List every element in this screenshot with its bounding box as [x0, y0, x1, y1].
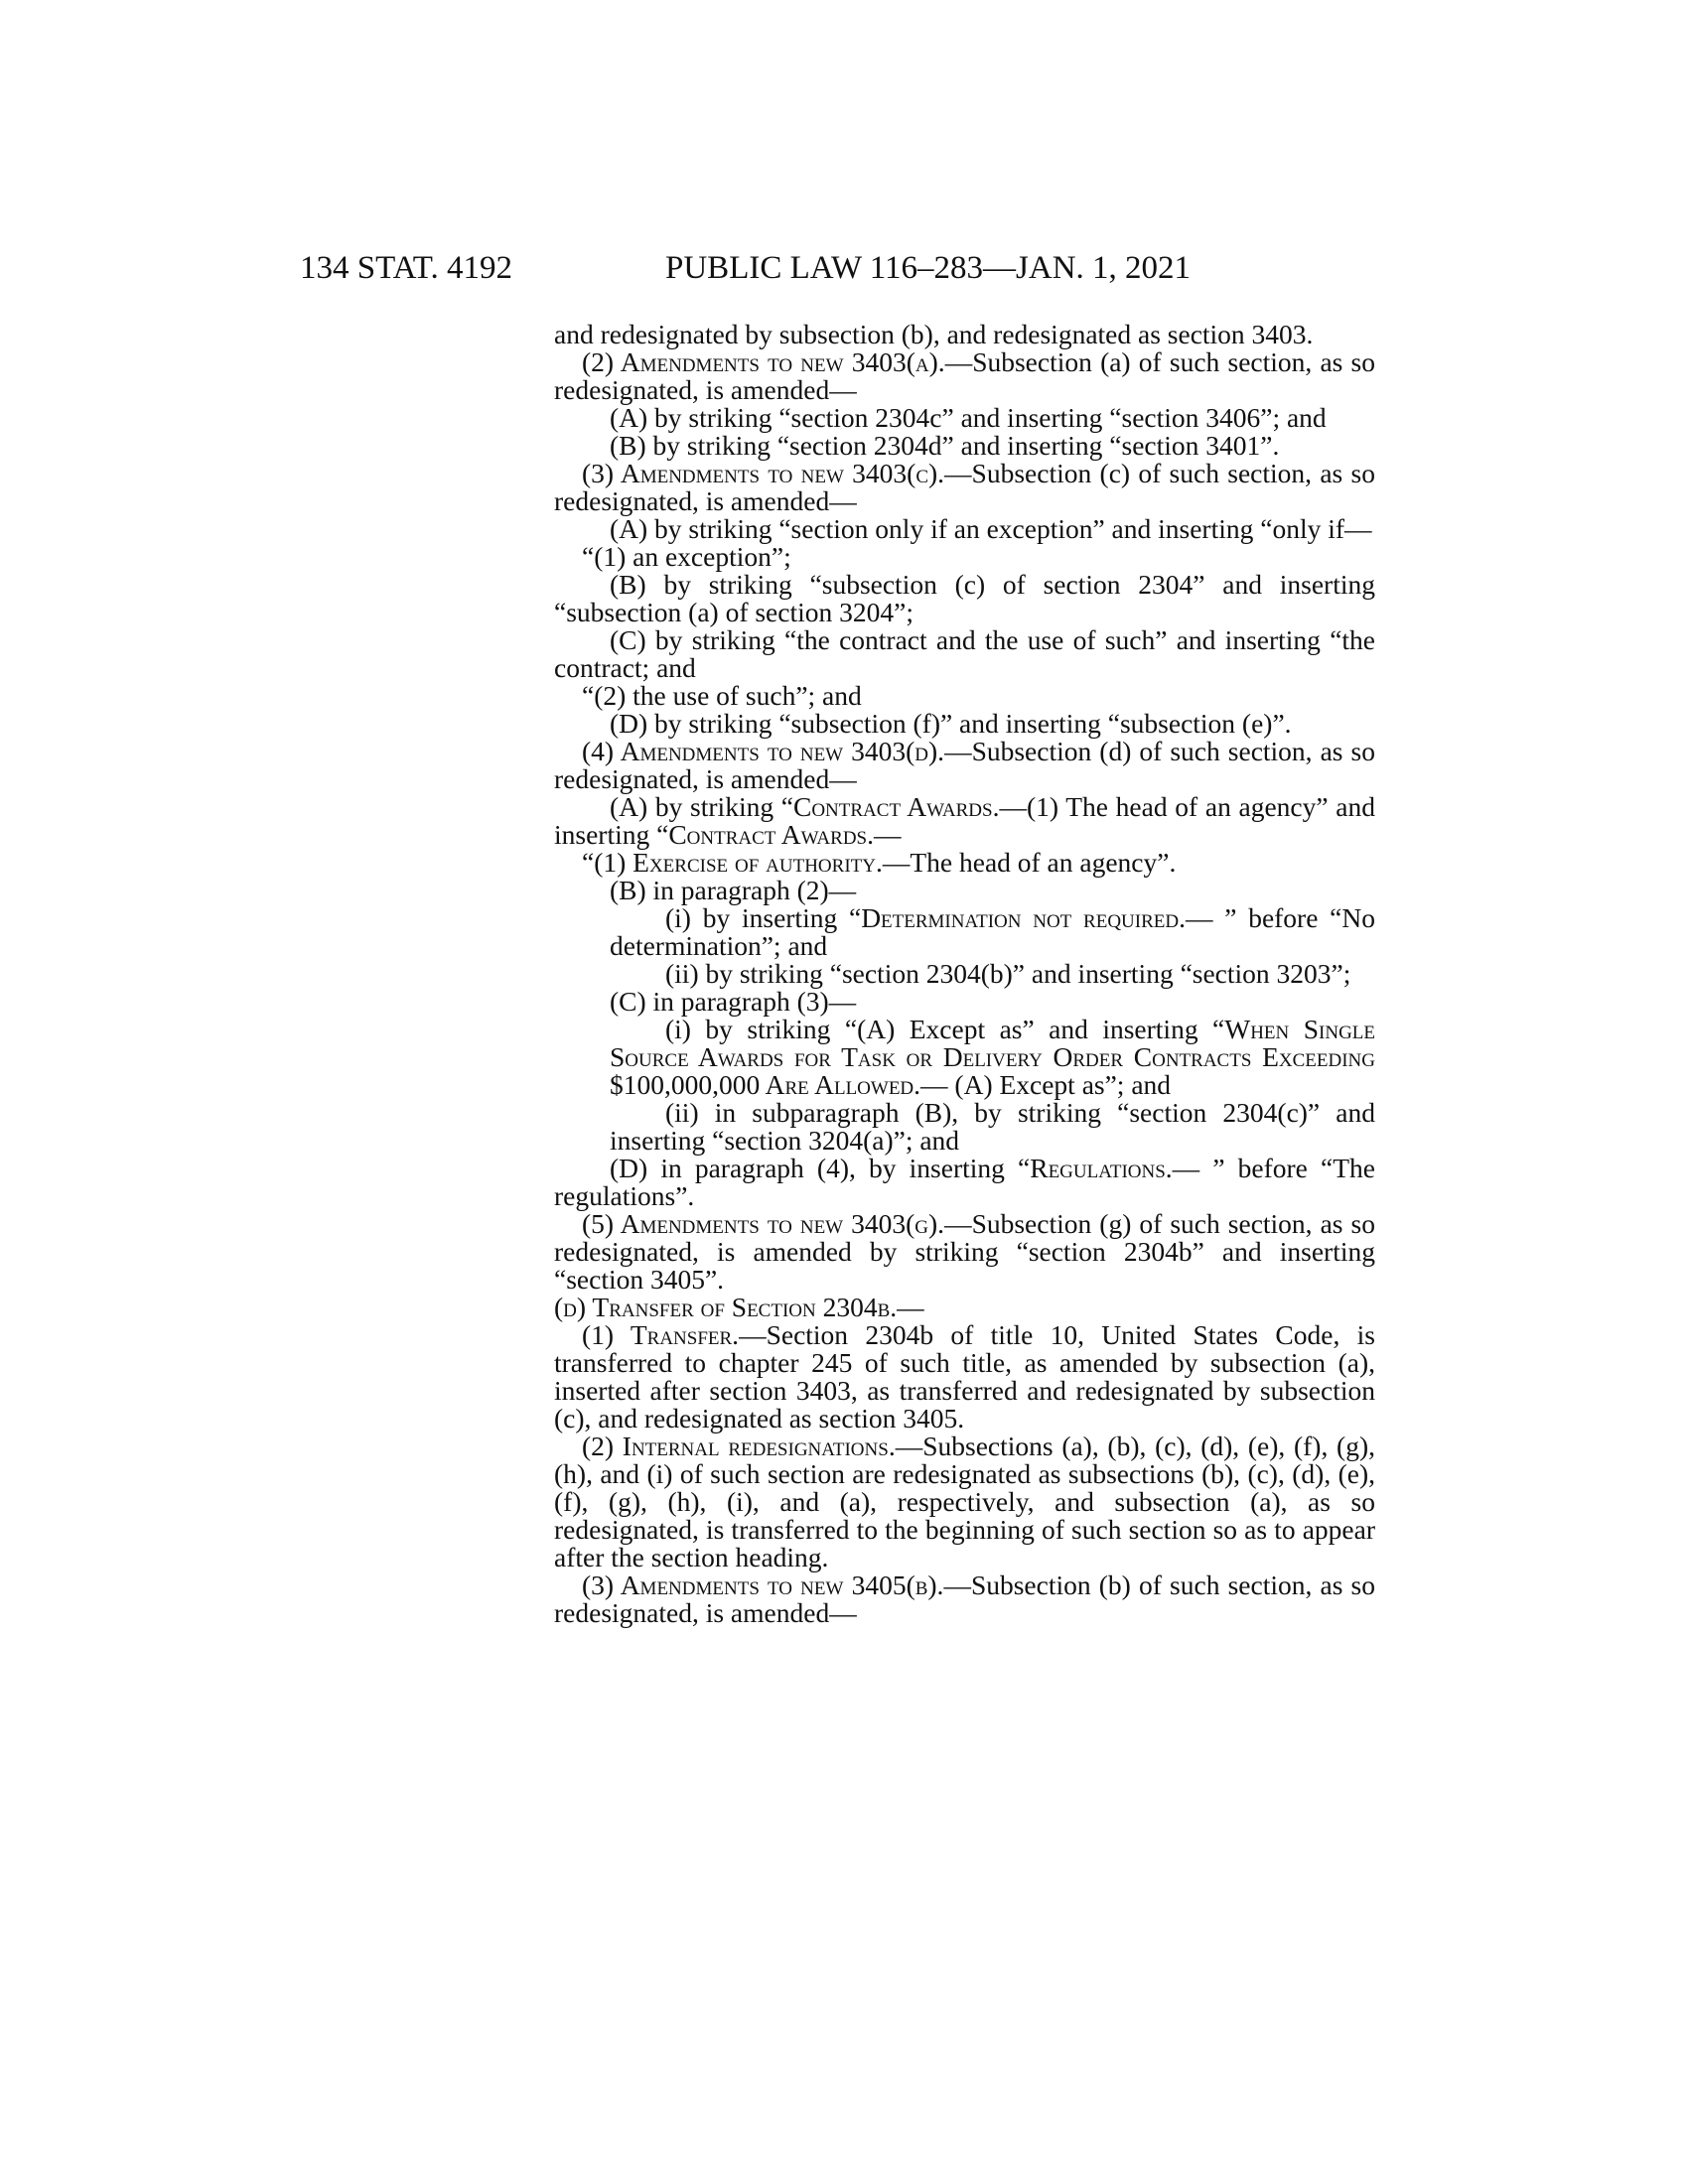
paragraph-continuation: and redesignated by subsection (b), and redesignated as section 3403. — [554, 319, 1314, 349]
paragraph-heading: (3) Amendments to new 3403(c). — [582, 458, 945, 488]
clause-4c-ii: (ii) in subparagraph (B), by striking “section 2304(c)” and inserting “section 3204(a)”; and — [610, 1097, 1375, 1156]
subparagraph-2b: (B) by striking “section 2304d” and inserting “section 3401”. — [610, 430, 1280, 461]
document-body — [554, 321, 1375, 1627]
paragraph-heading: (1) Transfer. — [582, 1319, 740, 1350]
subparagraph-3b: (B) by striking “subsection (c) of section 2304” and inserting “subsection (a) of section 3204”; — [554, 569, 1375, 627]
paragraph-2: (2) Amendments to new 3403(a).—Subsection (a) of such section, as so redesignated, is amended— — [554, 346, 1376, 405]
quoted-text: “(1) an exception”; — [582, 541, 791, 572]
clause-4b-i: (i) by inserting “Determination not required.— ” before “No determination”; and — [610, 902, 1375, 961]
paragraph-d3: (3) Amendments to new 3405(b).—Subsection (b) of such section, as so redesignated, is amended— — [554, 1570, 1375, 1628]
paragraph-4: (4) Amendments to new 3403(d).—Subsection (d) of such section, as so redesignated, is amended— — [554, 736, 1375, 794]
clause-4b-ii: (ii) by striking “section 2304(b)” and inserting “section 3203”; — [665, 958, 1351, 989]
quoted-text: “(2) the use of such”; and — [582, 680, 862, 711]
running-head: PUBLIC LAW 116–283—JAN. 1, 2021 — [665, 250, 1192, 286]
paragraph-heading: (2) Amendments to new 3403(a). — [582, 346, 945, 377]
paragraph-5: (5) Amendments to new 3403(g).—Subsection (g) of such section, as so redesignated, is amended by striking “section 2304b” and inserting “section 3405”. — [554, 1208, 1375, 1295]
paragraph-heading: (3) Amendments to new 3405(b). — [582, 1570, 944, 1600]
paragraph-heading: (5) Amendments to new 3403(g). — [582, 1208, 945, 1239]
clause-4c-i: (i) by striking “(A) Except as” and inserting “When Single Source Awards for Task or Delivery Order Contracts Exceeding $100,000,000 Are Allowed.— (A) Except as”; and — [610, 1014, 1376, 1100]
subparagraph-4d: (D) in paragraph (4), by inserting “Regulations.— ” before “The regulations”. — [554, 1153, 1375, 1211]
quoted-text: “(1) Exercise of authority.—The head of an agency”. — [582, 847, 1177, 878]
paragraph-heading: (4) Amendments to new 3403(d). — [582, 736, 945, 766]
statute-page-number: 134 STAT. 4192 — [300, 250, 513, 286]
subparagraph-3d: (D) by striking “subsection (f)” and inserting “subsection (e)”. — [610, 708, 1292, 739]
subsection-heading: (d) Transfer of Section 2304b. — [554, 1292, 898, 1322]
paragraph-d2: (2) Internal redesignations.—Subsections (a), (b), (c), (d), (e), (f), (g), (h), and (i) of such section are redesignated as subsections (b), (c), (d), (e), (f), (g), (h), (i), and (a), respectively, and subsection (a), as so redesignated, is transferred to the beginning of such section so as to appear after the section heading. — [554, 1431, 1375, 1572]
paragraph-d1: (1) Transfer.—Section 2304b of title 10, United States Code, is transferred to chapter 245 of such title, as amended by subsection (a), inserted after section 3403, as transferred and redesignated by subsection (c), and redesignated as section 3405. — [554, 1319, 1375, 1433]
paragraph-heading: (2) Internal redesignations. — [582, 1431, 896, 1461]
page-header — [300, 248, 1198, 288]
paragraph-3: (3) Amendments to new 3403(c).—Subsection (c) of such section, as so redesignated, is amended— — [554, 458, 1375, 516]
subparagraph-3a: (A) by striking “section only if an exception” and inserting “only if— — [610, 513, 1372, 544]
subsection-d: (d) Transfer of Section 2304b.— — [554, 1292, 924, 1322]
subparagraph-3c: (C) by striking “the contract and the use of such” and inserting “the contract; and — [554, 624, 1375, 683]
subparagraph-2a: (A) by striking “section 2304c” and inserting “section 3406”; and — [610, 402, 1327, 433]
subparagraph-4b: (B) in paragraph (2)— — [610, 875, 857, 905]
subparagraph-4a: (A) by striking “Contract Awards.—(1) The head of an agency” and inserting “Contract Awards.— — [554, 791, 1375, 850]
subparagraph-4c: (C) in paragraph (3)— — [610, 986, 857, 1017]
